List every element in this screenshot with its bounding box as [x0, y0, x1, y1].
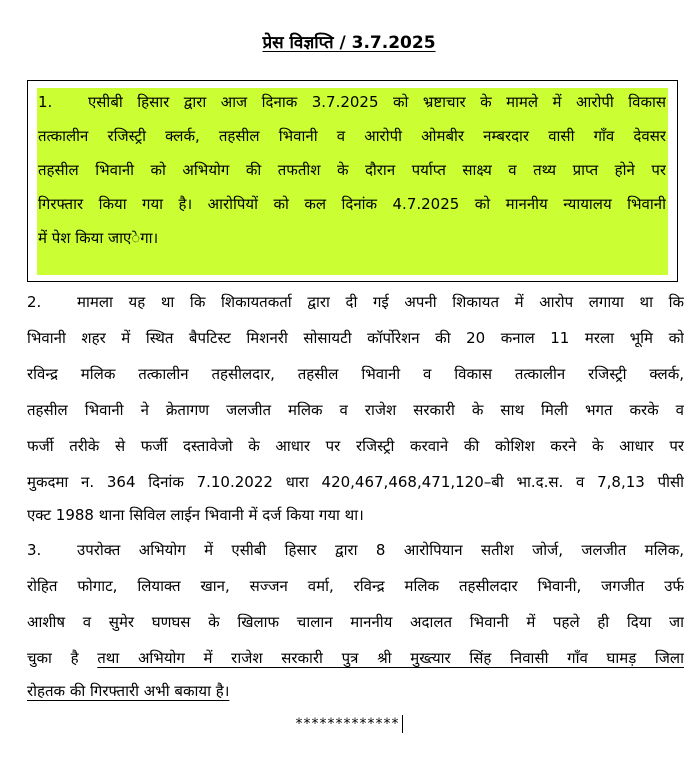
para3-line-1: [27, 535, 684, 565]
para3-line-4: [27, 643, 684, 673]
para1-line-3: तहसील भिवानी को अभियोग की तफतीश के दौरान पर्याप्त साक्ष्य व तथ्य प्राप्त होने पर: [38, 161, 666, 179]
para1-line-1: [38, 87, 666, 117]
para3-line-1-text: उपरोक्त अभियोग में एसीबी हिसार द्वारा 8 आरोपियान सतीश जोर्ज, जलजीत मलिक,: [77, 541, 684, 559]
para2-line-1-text: मामला यह था कि शिकायतकर्ता द्वारा दी गई अपनी शिकायत में आरोप लगाया था कि: [77, 293, 684, 311]
para3-number: 3.: [27, 541, 42, 559]
para2-line-2: भिवानी शहर में स्थित बैपटिस्ट मिशनरी सोसायटी कॉर्पोरेशन की 20 कनाल 11 मरला भूमि को: [27, 329, 684, 347]
para1-line-2: तत्कालीन रजिस्ट्री क्लर्क, तहसील भिवानी व आरोपी ओमबीर नम्बरदार वासी गाँव देवसर: [38, 127, 666, 145]
para2-line-4: तहसील भिवानी ने क्रेतागण जलजीत मलिक व राजेश सरकारी के साथ मिली भगत करके व: [27, 401, 684, 419]
para3-line-2: रोहित फोगाट, लियाक्त खान, सज्जन वर्मा, रविन्द्र मलिक तहसीलदार भिवानी, जगजीत उर्फ: [27, 577, 684, 595]
para2-line-1: [27, 287, 684, 317]
footer-stars: *************: [295, 716, 400, 732]
para1-line-1-text: एसीबी हिसार द्वारा आज दिनाक 3.7.2025 को भ्रष्टाचार के मामले में आरोपी विकास: [88, 93, 666, 111]
text-cursor: [402, 715, 403, 733]
page-title: [0, 30, 698, 53]
para3-line-5: [27, 676, 684, 706]
para2-line-6: मुकदमा न. 364 दिनांक 7.10.2022 धारा 420,467,468,471,120–बी भा.द.स. व 7,8,13 पीसी: [27, 473, 684, 491]
para2-number: 2.: [27, 293, 42, 311]
para3-line-4-plain: चुका है: [27, 649, 98, 667]
para2-line-7: एक्ट 1988 थाना सिविल लाईन भिवानी में दर्ज किया गया था।: [27, 506, 364, 524]
para3-line-3: आशीष व सुमेर घणघस के खिलाफ चालान माननीय अदालत भिवानी में पहले ही दिया जा: [27, 613, 684, 631]
para2-line-5: फर्जी तरीके से फर्जी दस्तावेजो के आधार पर रजिस्ट्री करवाने की कोशिश करने के आधार पर: [27, 437, 684, 455]
page-title-text: प्रेस विज्ञप्ति / 3.7.2025: [262, 33, 436, 53]
highlighted-paragraph-box: [27, 80, 678, 282]
para1-number: 1.: [38, 93, 53, 111]
footer-separator: [0, 715, 698, 733]
para1-line-5: में पेश किया जाएेगा।: [38, 229, 159, 247]
para1-line-4: गिरफ्तार किया गया है। आरोपियों को कल दिनांक 4.7.2025 को माननीय न्यायालय भिवानी: [38, 195, 666, 213]
para3-line-4-underlined: तथा अभियोग में राजेश सरकारी पुत्र श्री मुख्त्यार सिंह निवासी गाँव घामड़ जिला: [97, 649, 684, 667]
para3-line-5-underlined: रोहतक की गिरफ्तारी अभी बकाया है।: [27, 682, 230, 700]
para2-line-3: रविन्द्र मलिक तत्कालीन तहसीलदार, तहसील भिवानी व विकास तत्कालीन रजिस्ट्री क्लर्क,: [27, 365, 684, 383]
